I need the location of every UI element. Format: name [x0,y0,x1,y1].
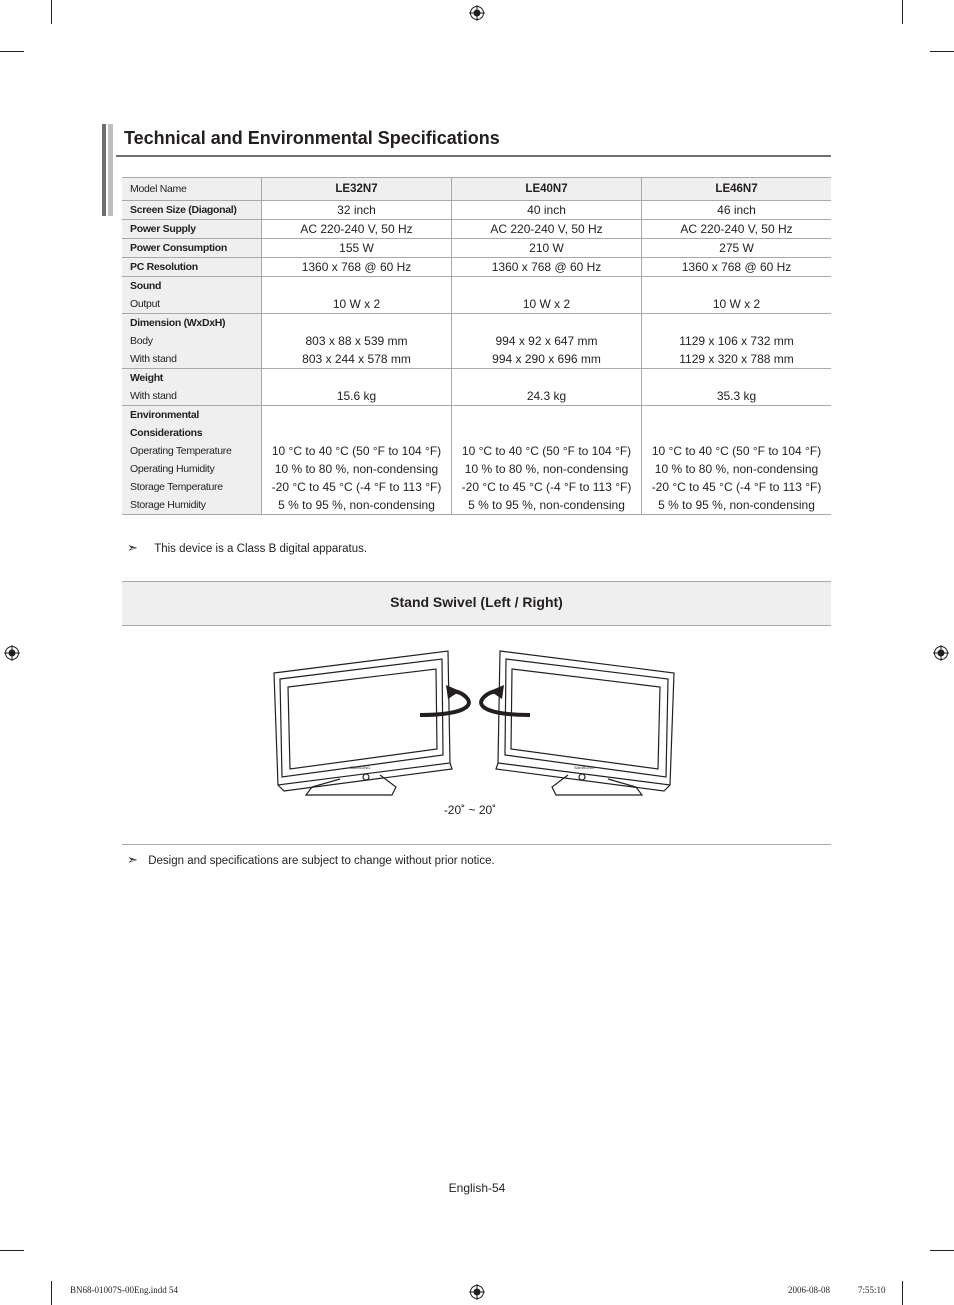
note-text: Design and specifications are subject to change without prior notice. [148,855,495,867]
table-cell [452,201,642,220]
row-label-main: Weight [130,372,164,384]
table-cell [452,369,642,406]
rotate-right-arrowhead-icon [490,685,504,699]
crop-mark [51,0,52,24]
arrow-note-icon: ➣ [127,540,138,555]
tv-left-illustration [274,651,452,795]
row-label-sub: Storage Temperature [130,481,223,493]
crop-mark [930,1250,954,1251]
cell-value: 1360 x 768 @ 60 Hz [681,260,792,274]
row-label-sub: Storage Humidity [130,499,206,511]
swivel-angle-label: -20˚ ~ 20˚ [443,803,497,817]
note-text: This device is a Class B digital apparatus. [154,543,368,555]
table-row [122,239,831,258]
cell-value: -20 °C to 45 °C (-4 °F to 113 °F) [651,480,822,494]
row-label-main: Sound [130,280,162,292]
crop-mark [902,0,903,24]
tv-brand-left: SAMSUNG [350,765,371,770]
cell-value: 10 °C to 40 °C (50 °F to 104 °F) [651,444,822,458]
registration-mark-icon [469,1284,485,1300]
cell-value: 994 x 92 x 647 mm [495,334,598,348]
cell-value: 275 W [719,241,754,255]
cell-value: 155 W [339,241,374,255]
crop-mark [930,51,954,52]
row-label [122,239,262,258]
swivel-title: Stand Swivel (Left / Right) [390,594,563,610]
table-cell [642,369,831,406]
cell-value: 24.3 kg [526,389,567,403]
cell-value: 10 W x 2 [332,297,381,311]
swivel-section-header [122,581,831,626]
cell-value: 5 % to 95 %, non-condensing [658,498,815,512]
cell-value: 15.6 kg [336,389,377,403]
crop-mark [902,1281,903,1305]
crop-mark [51,1281,52,1305]
table-cell [452,406,642,515]
registration-mark-icon [469,5,485,21]
cell-value: 10 % to 80 %, non-condensing [274,462,439,476]
cell-value: 5 % to 95 %, non-condensing [278,498,435,512]
row-label-main: Power Supply [130,223,196,235]
cell-value: 803 x 244 x 578 mm [302,352,411,366]
table-cell [262,314,452,369]
crop-mark [0,1250,24,1251]
table-cell [262,220,452,239]
section-divider [122,844,831,845]
note-change [127,852,495,868]
table-cell [262,369,452,406]
header-model: LE40N7 [452,178,642,201]
row-label-main: PC Resolution [130,261,198,273]
table-cell [262,277,452,314]
table-cell [262,258,452,277]
row-label-main: Environmental Considerations [130,409,203,439]
slug-file: BN68-01007S-00Eng.indd 54 [70,1285,178,1295]
cell-value: 1360 x 768 @ 60 Hz [301,260,412,274]
cell-value: 40 inch [527,203,566,217]
cell-value: -20 °C to 45 °C (-4 °F to 113 °F) [271,480,442,494]
table-cell [642,277,831,314]
row-label [122,277,262,314]
arrow-note-icon: ➣ [127,852,138,867]
row-label-main: Power Consumption [130,242,227,254]
row-label-sub: Output [130,298,160,310]
cell-value: 35.3 kg [716,389,757,403]
header-label: Model Name [122,178,262,201]
cell-value: 10 % to 80 %, non-condensing [464,462,629,476]
cell-value: 10 W x 2 [712,297,761,311]
tv-right-illustration [496,651,674,795]
cell-value: 210 W [529,241,564,255]
cell-value: 1129 x 106 x 732 mm [679,334,794,348]
slug-time: 7:55:10 [858,1285,886,1295]
cell-value: 5 % to 95 %, non-condensing [468,498,625,512]
table-cell [642,258,831,277]
row-label-main: Screen Size (Diagonal) [130,204,237,216]
table-cell [642,406,831,515]
header-model: LE46N7 [642,178,831,201]
row-label-sub: Body [130,335,153,347]
cell-value: -20 °C to 45 °C (-4 °F to 113 °F) [461,480,632,494]
cell-value: 10 °C to 40 °C (50 °F to 104 °F) [271,444,442,458]
tv-swivel-illustration [270,645,682,800]
registration-mark-icon [4,645,20,661]
row-label [122,220,262,239]
row-label [122,258,262,277]
table-cell [642,239,831,258]
cell-value: 1129 x 320 x 788 mm [679,352,794,366]
slug-date: 2006-08-08 [788,1285,830,1295]
table-row [122,258,831,277]
table-cell [452,258,642,277]
table-row [122,406,831,515]
cell-value: 803 x 88 x 539 mm [305,334,408,348]
page-title: Technical and Environmental Specifications [124,128,500,148]
spec-table [122,177,831,515]
table-cell [642,314,831,369]
row-label-sub: With stand [130,390,177,402]
cell-value: AC 220-240 V, 50 Hz [300,222,413,236]
table-cell [642,201,831,220]
table-row [122,277,831,314]
cell-value: AC 220-240 V, 50 Hz [490,222,603,236]
header-model: LE32N7 [262,178,452,201]
cell-value: 10 °C to 40 °C (50 °F to 104 °F) [461,444,632,458]
table-row [122,201,831,220]
note-class-b [127,540,367,556]
tv-brand-right: SAMSUNG [574,765,595,770]
rotate-left-arrow-icon [420,691,469,715]
section-marker-bar [102,124,114,216]
table-cell [452,239,642,258]
row-label-sub: Operating Temperature [130,445,232,457]
cell-value: 10 % to 80 %, non-condensing [654,462,819,476]
table-header-row [122,178,831,201]
row-label [122,201,262,220]
row-label [122,314,262,369]
table-cell [452,277,642,314]
cell-value: 32 inch [337,203,376,217]
cell-value: 10 W x 2 [522,297,571,311]
table-row [122,369,831,406]
row-label-sub: With stand [130,353,177,365]
table-cell [452,314,642,369]
crop-mark [0,51,24,52]
row-label-main: Dimension (WxDxH) [130,317,226,329]
row-label [122,406,262,515]
rotate-left-arrowhead-icon [446,685,460,699]
cell-value: 994 x 290 x 696 mm [492,352,601,366]
page-number: English-54 [448,1181,506,1195]
registration-mark-icon [933,645,949,661]
table-cell [642,220,831,239]
table-row [122,314,831,369]
cell-value: 46 inch [717,203,756,217]
row-label [122,369,262,406]
table-row [122,220,831,239]
row-label-sub: Operating Humidity [130,463,215,475]
table-cell [262,201,452,220]
cell-value: AC 220-240 V, 50 Hz [680,222,793,236]
title-divider [116,155,831,157]
cell-value: 1360 x 768 @ 60 Hz [491,260,602,274]
table-cell [262,406,452,515]
table-cell [452,220,642,239]
table-cell [262,239,452,258]
